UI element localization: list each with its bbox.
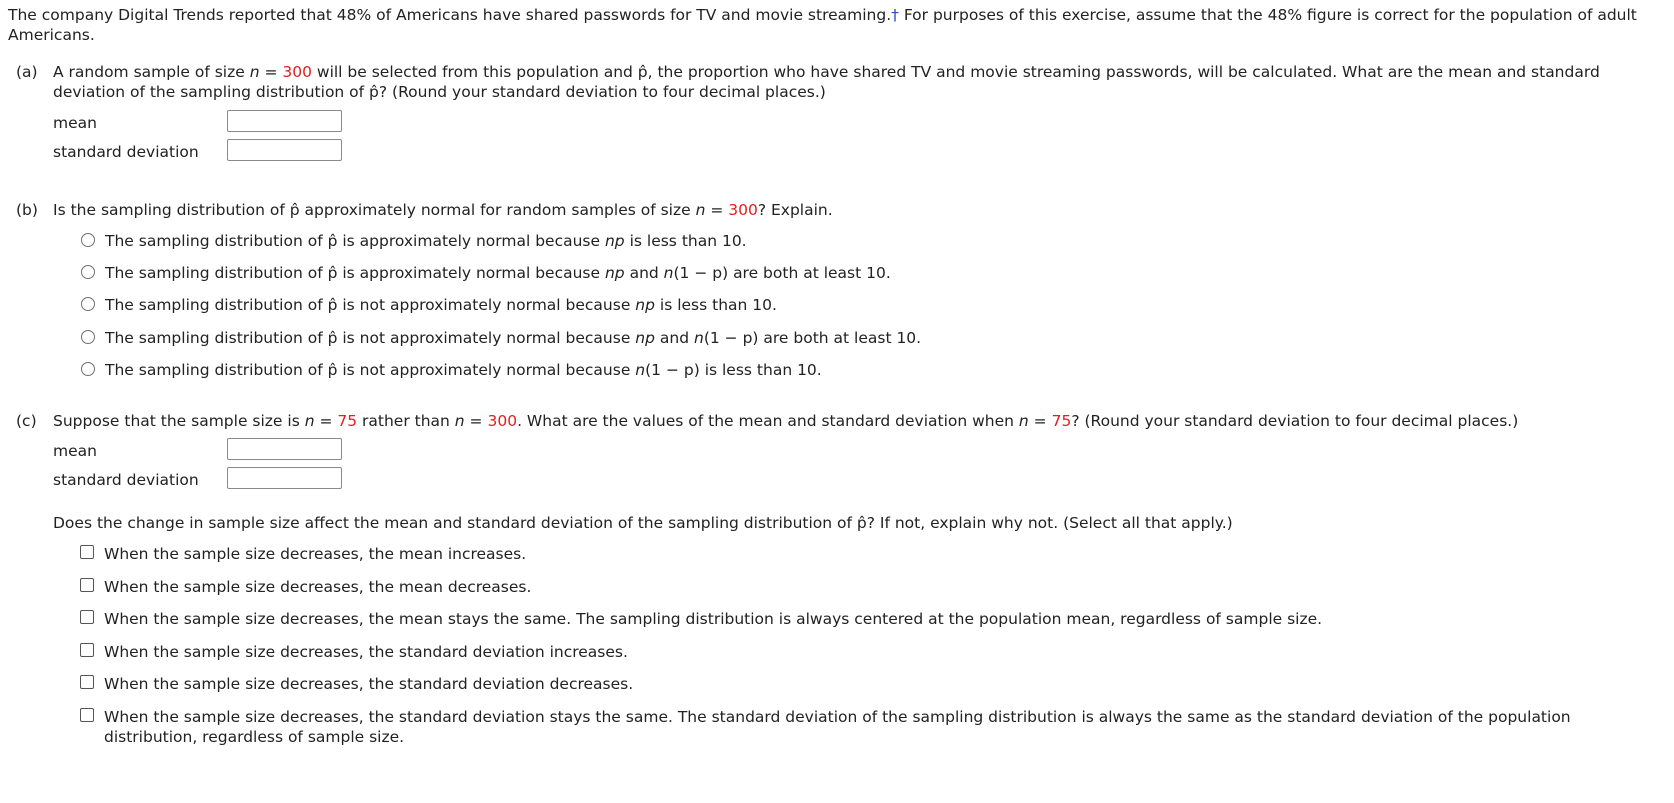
checkbox-3[interactable] — [80, 610, 94, 624]
sample-size-value: 75 — [1051, 412, 1072, 430]
footnote-dagger-link[interactable]: † — [891, 6, 899, 24]
checkbox-6[interactable] — [80, 708, 94, 722]
radio-option-4-label[interactable] — [105, 328, 921, 348]
opt-text: The sampling distribution of p̂ is not approximately normal because — [105, 329, 636, 347]
opt-text: The sampling distribution of p̂ is not approximately normal because — [105, 361, 636, 379]
part-b-question — [53, 200, 833, 220]
sample-size-value: 300 — [487, 412, 518, 430]
part-c-sd-input[interactable] — [227, 467, 342, 489]
part-b-text-post: ? Explain. — [757, 201, 833, 219]
checkbox-4-label[interactable]: When the sample size decreases, the standard deviation increases. — [104, 643, 628, 661]
opt-text: and — [624, 264, 664, 282]
opt-var: n — [693, 329, 704, 347]
equals-sign: = — [705, 201, 729, 219]
part-a-question-line1 — [53, 62, 1600, 82]
checkbox-1[interactable] — [80, 545, 94, 559]
equals-sign: = — [314, 412, 338, 430]
opt-var: np — [635, 329, 655, 347]
intro-text — [8, 5, 1637, 25]
part-a-text-post: will be selected from this population and p̂, the proportion who have shared TV and movie streaming passwords, will be calculated. What are the mean and standard — [311, 63, 1600, 81]
part-c-question — [53, 411, 1518, 431]
radio-option-5[interactable] — [81, 362, 95, 376]
opt-text: The sampling distribution of p̂ is not approximately normal because — [105, 296, 636, 314]
part-c-text: ? (Round your standard deviation to four decimal places.) — [1071, 412, 1519, 430]
radio-option-2-label[interactable] — [105, 263, 891, 283]
part-c-mean-label: mean — [53, 442, 97, 460]
sample-size-value: 300 — [282, 63, 312, 81]
part-c-text: Suppose that the sample size is — [53, 412, 305, 430]
equals-sign: = — [464, 412, 488, 430]
opt-text: is less than 10. — [624, 232, 747, 250]
opt-var: np — [604, 232, 625, 250]
intro-line2: Americans. — [8, 26, 95, 44]
n-variable: n — [304, 412, 315, 430]
opt-var: np — [604, 264, 625, 282]
checkbox-2[interactable] — [80, 578, 94, 592]
part-c-text: rather than — [357, 412, 455, 430]
radio-option-4[interactable] — [81, 330, 95, 344]
n-variable: n — [249, 63, 260, 81]
opt-var: n — [635, 361, 646, 379]
opt-text: (1 − p) are both at least 10. — [673, 264, 891, 282]
part-a-mean-label: mean — [53, 114, 97, 132]
checkbox-2-label[interactable]: When the sample size decreases, the mean decreases. — [104, 578, 532, 596]
n-variable: n — [695, 201, 706, 219]
part-a-question-line2: deviation of the sampling distribution of p̂? (Round your standard deviation to four decimal places.) — [53, 83, 826, 101]
checkbox-3-label[interactable]: When the sample size decreases, the mean stays the same. The sampling distribution is always centered at the population mean, regardless of sample size. — [104, 610, 1323, 628]
part-a-sd-label: standard deviation — [53, 143, 199, 161]
part-c-mean-input[interactable] — [227, 438, 342, 460]
radio-option-2[interactable] — [81, 265, 95, 279]
checkbox-1-label[interactable]: When the sample size decreases, the mean increases. — [104, 545, 527, 563]
part-b-label: (b) — [16, 201, 38, 219]
part-c-label: (c) — [16, 412, 37, 430]
opt-text: and — [654, 329, 694, 347]
equals-sign: = — [259, 63, 283, 81]
intro-part1: The company Digital Trends reported that 48% of Americans have shared passwords for TV and movie streaming. — [8, 6, 892, 24]
part-c-text: . What are the values of the mean and standard deviation when — [517, 412, 1019, 430]
part-a-label: (a) — [16, 63, 38, 81]
intro-part2: For purposes of this exercise, assume that the 48% figure is correct for the population of adult — [898, 6, 1637, 24]
n-variable: n — [454, 412, 465, 430]
opt-var: n — [663, 264, 674, 282]
radio-option-5-label[interactable] — [105, 360, 822, 380]
checkbox-6-label[interactable]: When the sample size decreases, the standard deviation stays the same. The standard deviation of the sampling distribution is always the same as the standard deviation of the population — [104, 708, 1571, 726]
opt-var: np — [635, 296, 655, 314]
opt-text: The sampling distribution of p̂ is approximately normal because — [105, 264, 605, 282]
part-a-text: A random sample of size — [53, 63, 250, 81]
n-variable: n — [1018, 412, 1029, 430]
checkbox-6-label-line2[interactable]: distribution, regardless of sample size. — [104, 728, 405, 746]
checkbox-5-label[interactable]: When the sample size decreases, the standard deviation decreases. — [104, 675, 634, 693]
part-a-mean-input[interactable] — [227, 110, 342, 132]
radio-option-1[interactable] — [81, 233, 95, 247]
part-b-text: Is the sampling distribution of p̂ approximately normal for random samples of size — [53, 201, 696, 219]
checkbox-5[interactable] — [80, 675, 94, 689]
radio-option-3-label[interactable] — [105, 295, 777, 315]
sample-size-value: 75 — [337, 412, 358, 430]
opt-text: is less than 10. — [654, 296, 777, 314]
sample-size-value: 300 — [728, 201, 758, 219]
opt-text: (1 − p) is less than 10. — [645, 361, 822, 379]
part-c-followup: Does the change in sample size affect the mean and standard deviation of the sampling distribution of p̂? If not, explain why not. (Select all that apply.) — [53, 514, 1233, 532]
radio-option-1-label[interactable] — [105, 231, 747, 251]
opt-text: The sampling distribution of p̂ is approximately normal because — [105, 232, 605, 250]
equals-sign: = — [1028, 412, 1052, 430]
part-a-sd-input[interactable] — [227, 139, 342, 161]
checkbox-4[interactable] — [80, 643, 94, 657]
part-c-sd-label: standard deviation — [53, 471, 199, 489]
opt-text: (1 − p) are both at least 10. — [703, 329, 922, 347]
radio-option-3[interactable] — [81, 297, 95, 311]
